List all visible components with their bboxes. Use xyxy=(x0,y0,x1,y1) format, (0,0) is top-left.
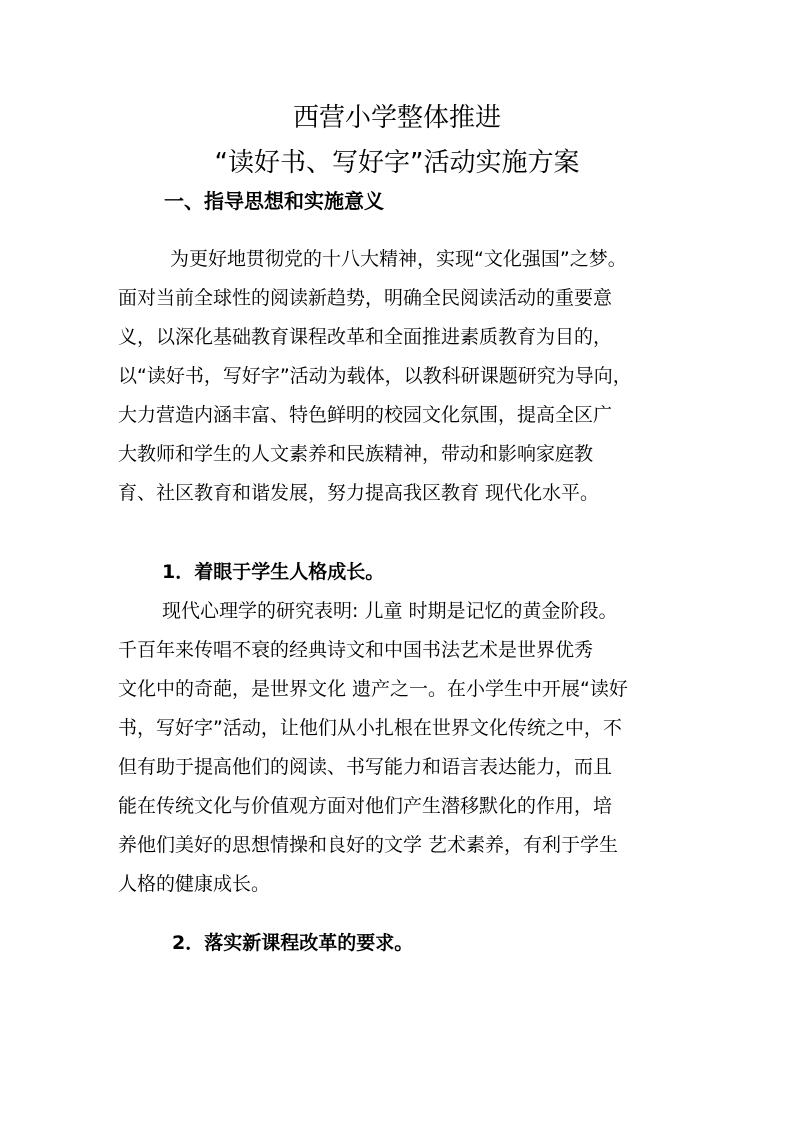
paragraph-line: 但有助于提高他们的阅读、书写能力和语言表达能力，而且 xyxy=(118,756,613,778)
paragraph-line: 书，写好字”活动，让他们从小扎根在世界文化传统之中，不 xyxy=(118,717,622,739)
paragraph-line: 能在传统文化与价值观方面对他们产生潜移默化的作用，培 xyxy=(118,795,613,817)
paragraph-line: 以“读好书，写好字”活动为载体，以教科研课题研究为导向， xyxy=(118,365,632,387)
paragraph-line: 面对当前全球性的阅读新趋势，明确全民阅读活动的重要意 xyxy=(118,287,613,309)
paragraph-line: 大教师和学生的人文素养和民族精神，带动和影响家庭教 xyxy=(118,443,594,465)
paragraph-line: 育、社区教育和谐发展，努力提高我区教育 现代化水平。 xyxy=(118,482,600,504)
paragraph-line: 大力营造内涵丰富、特色鲜明的校园文化氛围，提高全区广 xyxy=(118,404,613,426)
document-title-line-2: “读好书、写好字”活动实施方案 xyxy=(214,148,580,178)
point-1-heading: 1．着眼于学生人格成长。 xyxy=(162,561,385,583)
paragraph-line: 义，以深化基础教育课程改革和全面推进素质教育为目的， xyxy=(118,326,613,348)
paragraph-line: 为更好地贯彻党的十八大精神，实现“文化强国”之梦。 xyxy=(170,248,627,270)
paragraph-line: 现代心理学的研究表明: 儿童 时期是记忆的黄金阶段。 xyxy=(162,600,618,622)
paragraph-line: 养他们美好的思想情操和良好的文学 艺术素养，有利于学生 xyxy=(118,834,619,856)
paragraph-line: 文化中的奇葩，是世界文化 遗产之一。在小学生中开展“读好 xyxy=(118,678,628,700)
paragraph-line: 人格的健康成长。 xyxy=(118,873,271,895)
point-2-heading: 2．落实新课程改革的要求。 xyxy=(172,932,414,954)
paragraph-line: 千百年来传唱不衰的经典诗文和中国书法艺术是世界优秀 xyxy=(118,639,594,661)
document-title-line-1: 西营小学整体推进 xyxy=(292,103,501,133)
point-1-paragraph xyxy=(118,592,678,904)
section-heading: 一、指导思想和实施意义 xyxy=(164,189,384,213)
intro-paragraph xyxy=(118,240,678,513)
